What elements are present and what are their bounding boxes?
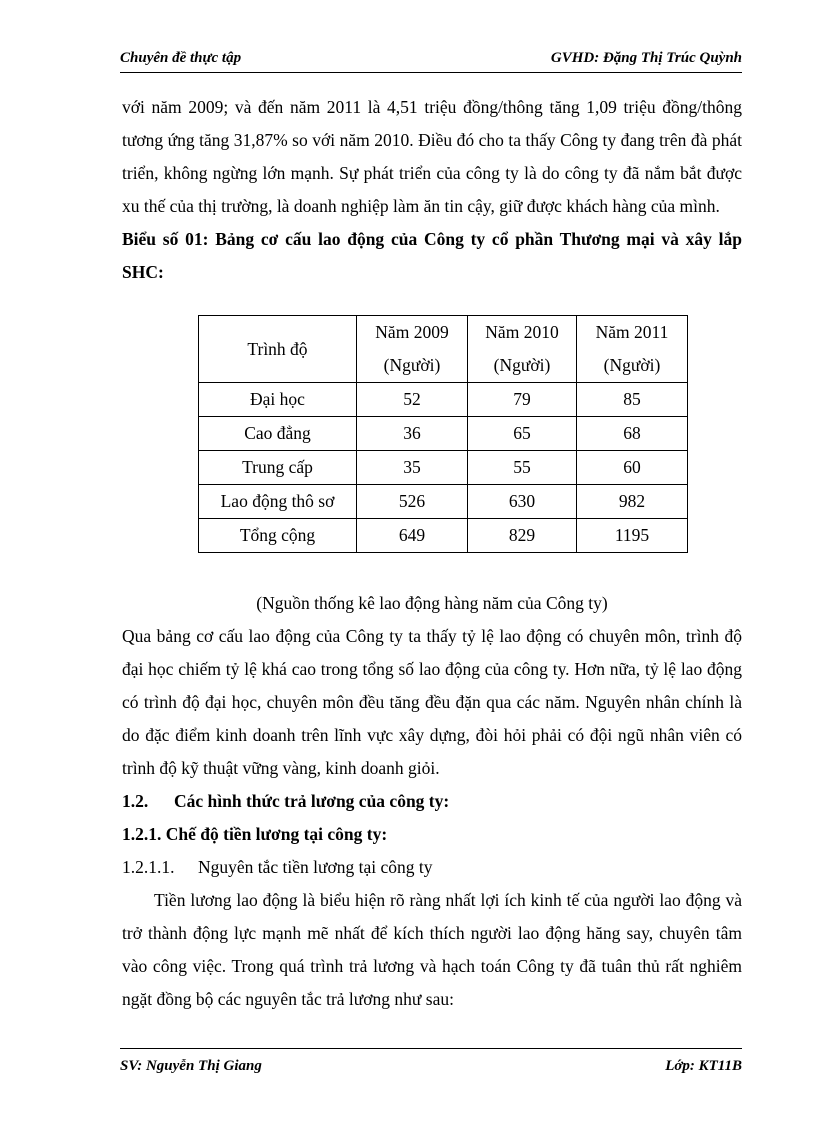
table-cell: 630 — [468, 485, 577, 519]
section-number: 1.2.1.1. — [122, 857, 175, 877]
table-cell: Tổng cộng — [199, 519, 357, 553]
section-title: Các hình thức trả lương của công ty: — [174, 791, 450, 811]
footer-left-text: SV: Nguyễn Thị Giang — [120, 1058, 262, 1074]
document-body — [122, 91, 742, 1016]
section-title: Nguyên tắc tiền lương tại công ty — [198, 857, 433, 877]
header-unit: (Người) — [383, 355, 441, 375]
header-cell-2009 — [357, 316, 468, 383]
table-cell: 982 — [577, 485, 688, 519]
header-label: Năm 2010 — [485, 322, 559, 342]
table-cell: 649 — [357, 519, 468, 553]
table-cell: Đại học — [199, 383, 357, 417]
table-cell: 55 — [468, 451, 577, 485]
table-cell: 35 — [357, 451, 468, 485]
section-heading-1-2-1-1 — [122, 851, 742, 884]
table-row-total — [199, 519, 688, 553]
table-cell: 60 — [577, 451, 688, 485]
table-cell: 52 — [357, 383, 468, 417]
principle-paragraph: Tiền lương lao động là biểu hiện rõ ràng nhất lợi ích kinh tế của người lao động và trở thành động lực mạnh mẽ nhất để kích thích người lao động hăng say, chuyên tâm vào công việc. Trong quá trình trả lương và hạch toán Công ty đã tuân thủ rất nghiêm ngặt đồng bộ các nguyên tắc trả lương như sau: — [122, 890, 742, 1009]
table-cell: 85 — [577, 383, 688, 417]
table-cell: 1195 — [577, 519, 688, 553]
header-label: Năm 2011 — [595, 322, 669, 342]
header-cell-level — [199, 316, 357, 383]
header-cell-2010 — [468, 316, 577, 383]
header-unit: (Người) — [493, 355, 551, 375]
footer-right-text: Lớp: KT11B — [665, 1058, 742, 1074]
header-label: Trình độ — [247, 338, 308, 359]
labor-structure-table — [198, 315, 688, 553]
table-row — [199, 383, 688, 417]
table-cell: Trung cấp — [199, 451, 357, 485]
section-heading-1-2 — [122, 785, 742, 818]
table-cell: Cao đẳng — [199, 417, 357, 451]
table-cell: 68 — [577, 417, 688, 451]
table-row — [199, 485, 688, 519]
table-cell: 526 — [357, 485, 468, 519]
intro-paragraph: với năm 2009; và đến năm 2011 là 4,51 triệu đồng/thông tăng 1,09 triệu đồng/thông tương ứng tăng 31,87% so với năm 2010. Điều đó cho ta thấy Công ty đang trên đà phát triển, không ngừng lớn mạnh. Sự phát triển của công ty là do công ty đã nắm bắt được xu thế của thị trường, là doanh nghiệp làm ăn tin cậy, giữ được khách hàng của mình. — [122, 97, 742, 216]
section-number: 1.2. — [122, 791, 149, 811]
table-header-row — [199, 316, 688, 383]
table-cell: 36 — [357, 417, 468, 451]
table-row — [199, 451, 688, 485]
header-label: Năm 2009 — [375, 322, 449, 342]
header-unit: (Người) — [603, 355, 661, 375]
header-right-text: GVHD: Đặng Thị Trúc Quỳnh — [550, 50, 742, 66]
table-row — [199, 417, 688, 451]
table-cell: Lao động thô sơ — [199, 485, 357, 519]
analysis-paragraph: Qua bảng cơ cấu lao động của Công ty ta thấy tỷ lệ lao động có chuyên môn, trình độ đại học chiếm tỷ lệ khá cao trong tổng số lao động của công ty. Hơn nữa, tỷ lệ lao động có trình độ đại học, chuyên môn đều tăng đều đặn qua các năm. Nguyên nhân chính là do đặc điểm kinh doanh trên lĩnh vực xây dựng, đòi hỏi phải có đội ngũ nhân viên có trình độ kỹ thuật vững vàng, kinh doanh giỏi. — [122, 626, 742, 778]
page-header — [120, 48, 742, 73]
page-footer — [120, 1048, 742, 1079]
source-note: (Nguồn thống kê lao động hàng năm của Công ty) — [256, 593, 608, 613]
header-left-text: Chuyên đề thực tập — [120, 50, 242, 66]
table-title: Biểu số 01: Bảng cơ cấu lao động của Công ty cổ phần Thương mại và xây lắp SHC: — [122, 229, 742, 282]
table-cell: 829 — [468, 519, 577, 553]
section-heading-1-2-1: 1.2.1. Chế độ tiền lương tại công ty: — [122, 824, 388, 844]
header-cell-2011 — [577, 316, 688, 383]
table-cell: 65 — [468, 417, 577, 451]
table-cell: 79 — [468, 383, 577, 417]
